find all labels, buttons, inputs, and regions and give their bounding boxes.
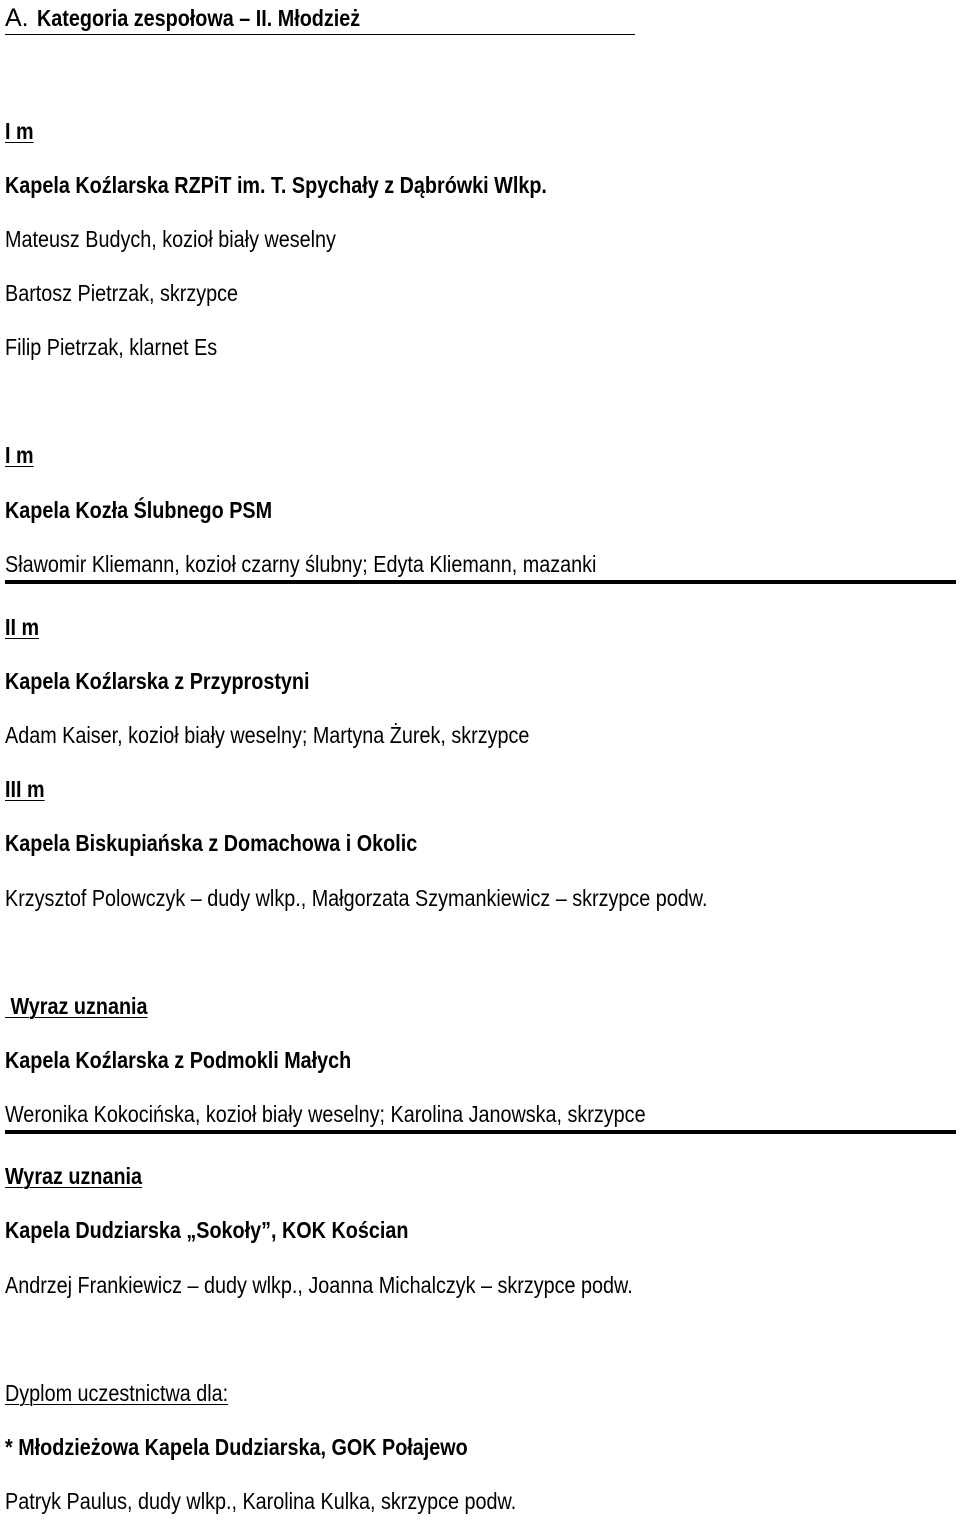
band-name: Kapela Koźlarska RZPiT im. T. Spychały z Dąbrówki Wlkp.: [5, 172, 547, 198]
place-label: Wyraz uznania: [5, 1163, 143, 1189]
section-letter: A.: [5, 4, 29, 32]
place-label: I m: [5, 118, 34, 144]
band-name: Kapela Dudziarska „Sokoły”, KOK Kościan: [5, 1217, 409, 1243]
member-line: Sławomir Kliemann, kozioł czarny ślubny; Edyta Kliemann, mazanki: [5, 551, 597, 577]
member-line: Patryk Paulus, dudy wlkp., Karolina Kulka, skrzypce podw.: [5, 1488, 517, 1514]
band-name: Kapela Biskupiańska z Domachowa i Okolic: [5, 830, 418, 856]
horizontal-rule: [5, 1130, 956, 1134]
band-name: Kapela Koźlarska z Przyprostyni: [5, 668, 310, 694]
band-name: * Młodzieżowa Kapela Dudziarska, GOK Połajewo: [5, 1434, 468, 1460]
band-name: Kapela Koźlarska z Podmokli Małych: [5, 1047, 352, 1073]
member-line: Adam Kaiser, kozioł biały weselny; Martyna Żurek, skrzypce: [5, 722, 530, 748]
member-line: Filip Pietrzak, klarnet Es: [5, 334, 218, 360]
member-line: Andrzej Frankiewicz – dudy wlkp., Joanna Michalczyk – skrzypce podw.: [5, 1272, 633, 1298]
member-line: Krzysztof Polowczyk – dudy wlkp., Małgorzata Szymankiewicz – skrzypce podw.: [5, 885, 708, 911]
member-line: Weronika Kokocińska, kozioł biały weselny; Karolina Janowska, skrzypce: [5, 1101, 646, 1127]
place-label: III m: [5, 776, 45, 802]
place-label: I m: [5, 442, 34, 468]
member-line: Mateusz Budych, kozioł biały weselny: [5, 226, 336, 252]
member-line: Bartosz Pietrzak, skrzypce: [5, 280, 239, 306]
band-name: Kapela Kozła Ślubnego PSM: [5, 497, 273, 523]
horizontal-rule: [5, 580, 956, 584]
place-label: Dyplom uczestnictwa dla:: [5, 1380, 229, 1406]
place-label: Wyraz uznania: [5, 993, 148, 1019]
section-heading: [5, 4, 635, 35]
section-heading-text: Kategoria zespołowa – II. Młodzież: [36, 5, 360, 31]
place-label: II m: [5, 614, 40, 640]
